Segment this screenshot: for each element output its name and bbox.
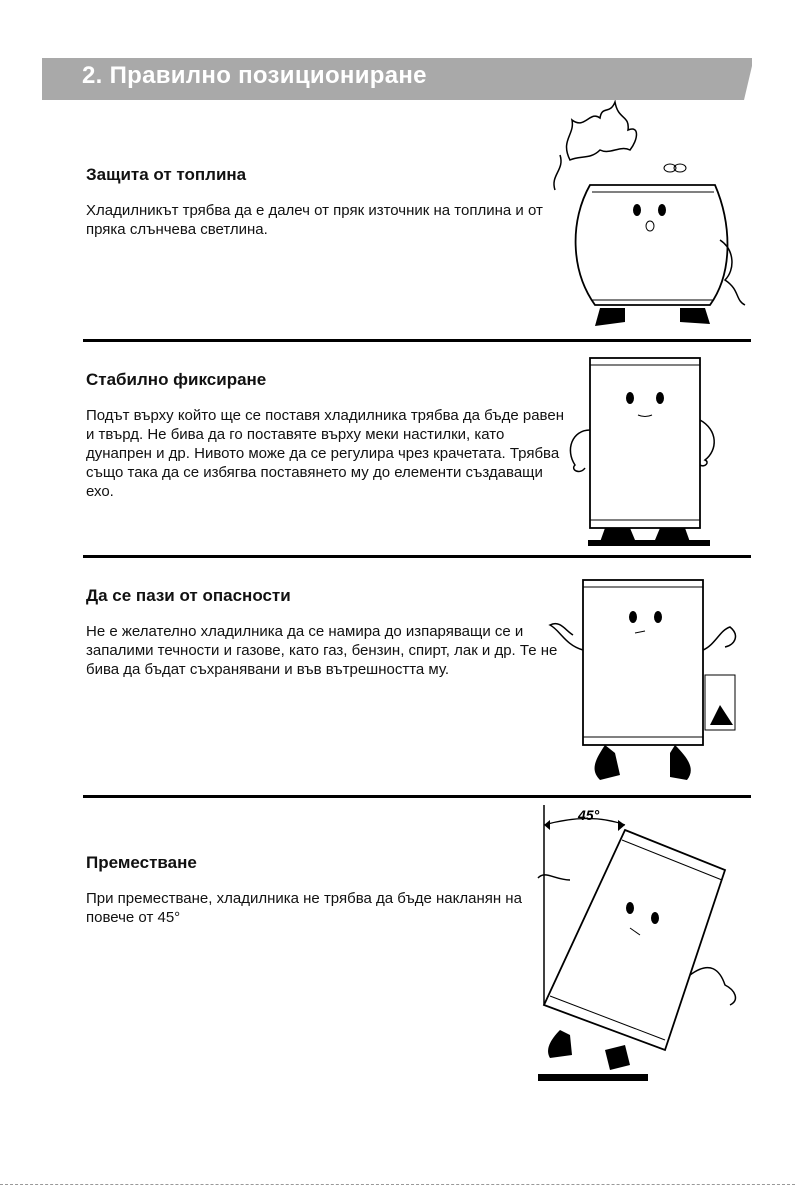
section-divider <box>83 555 751 558</box>
section-body: При преместване, хладилника не трябва да бъде накланян на повече от 45° <box>86 890 522 926</box>
section-moving <box>86 853 566 927</box>
fridge-tilt-illustration <box>530 800 750 1085</box>
angle-label: 45° <box>578 807 600 823</box>
section-hazard-protection <box>86 586 566 679</box>
section-stable-fixing <box>86 370 566 501</box>
page-edge-line <box>0 1184 795 1185</box>
section-title: Стабилно фиксиране <box>86 370 267 389</box>
section-header <box>42 58 752 100</box>
section-title: Да се пази от опасности <box>86 586 291 605</box>
section-body: Хладилникът трябва да е далеч от пряк източник на топлина и от пряка слънчева светлина. <box>86 202 543 238</box>
fridge-stable-illustration <box>560 350 720 550</box>
section-title: Защита от топлина <box>86 165 247 184</box>
section-divider <box>83 339 751 342</box>
section-divider <box>83 795 751 798</box>
section-heat-protection <box>86 165 566 239</box>
fridge-heat-illustration <box>530 100 750 330</box>
fridge-hazard-illustration <box>545 575 750 790</box>
section-title: Преместване <box>86 853 197 872</box>
page-title: 2. Правилно позициониране <box>82 62 427 89</box>
section-body: Подът върху който ще се поставя хладилника трябва да бъде равен и твърд. Не бива да го поставяте върху меки настилки, като дунапрен и др. Нивото може да се регулира чрез крачетата. Трябва също така да се избягва поставянето му до елементи създаващи ехо. <box>86 407 564 500</box>
section-body: Не е желателно хладилника да се намира до изпаряващи се и запалими течности и газове, като газ, бензин, спирт, лак и др. Те не бива да бъдат съхранявани и във вътрешността му. <box>86 623 558 678</box>
